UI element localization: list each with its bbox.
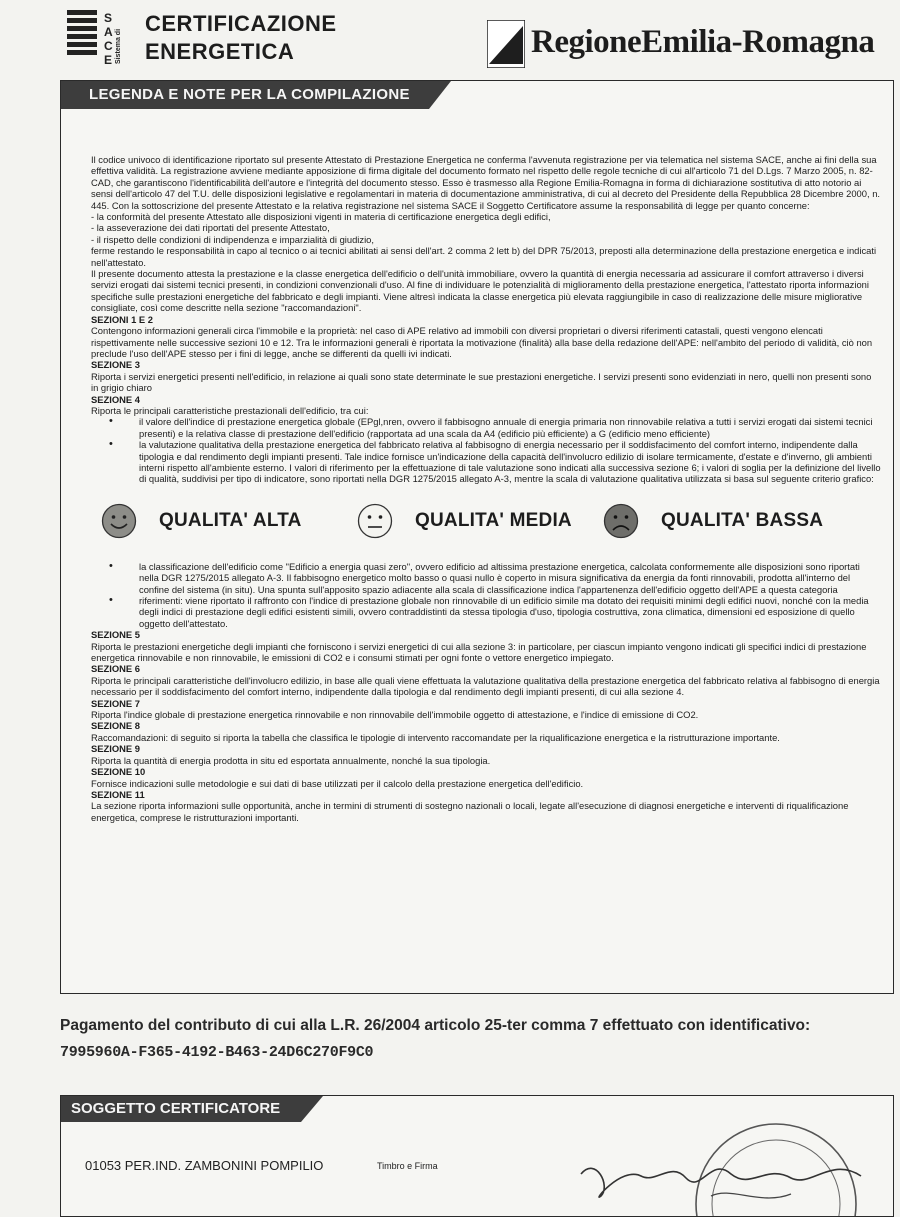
section-text: Riporta le principali caratteristiche prestazionali dell'edificio, tra cui: [91, 404, 369, 416]
section-text: Riporta i servizi energetici presenti nell'edificio, in relazione ai quali sono state determinate le sue prestazioni energetiche. I servizi presenti sono evidenziati in nero, quelli non presenti sono in grigio chiaro [91, 370, 872, 394]
section-title: SEZIONE 3 [91, 359, 140, 371]
svg-text:E: E [104, 53, 113, 66]
section-text: Riporta le prestazioni energetiche degli impianti che forniscono i servizi energetici di cui alla sezione 3: in particolare, per ciascun impianto vengono indicati gli specifici indici di prestazione energetica rinnovabile e non rinnovabile, le emissioni di CO2 e i consumi stimati per ogni fonte o vettore energetico impiegato. [91, 640, 867, 664]
section-text: Raccomandazioni: di seguito si riporta la tabella che classifica le tipologie di intervento raccomandate per la riqualificazione energetica e la ristrutturazione importante. [91, 731, 780, 743]
section-title: SEZIONE 6 [91, 663, 140, 675]
smiley-sad-icon [603, 503, 639, 539]
intro-list-item: - la asseverazione dei dati riportati del presente Attestato, [91, 222, 330, 234]
certifier-name: 01053 PER.IND. ZAMBONINI POMPILIO [85, 1158, 324, 1173]
quality-low [603, 503, 823, 539]
section-text: Riporta la quantità di energia prodotta in situ ed esportata annualmente, nonché la sua tipologia. [91, 754, 491, 766]
intro-list-item: - il rispetto delle condizioni di indipendenza e imparzialità di giudizio, [91, 233, 374, 245]
document-title [145, 10, 337, 66]
section-text: Riporta le principali caratteristiche dell'involucro edilizio, in base alle quali viene effettuata la valutazione qualitativa della prestazione energetica del fabbricato relativa al fabbisogno di energia necessario per il soddisfacimento del comfort interno, indipendente dalla tipologia e dal rendimento degli impianti presenti, di cui alla sezione 4. [91, 674, 880, 698]
svg-text:S: S [104, 11, 113, 25]
quality-high-label: QUALITA' ALTA [159, 510, 302, 532]
quality-low-label: QUALITA' BASSA [661, 510, 824, 532]
payment-identifier: 7995960A-F365-4192-B463-24D6C270F9C0 [60, 1044, 374, 1061]
title-line2: ENERGETICA [145, 39, 295, 64]
quality-medium [357, 503, 572, 539]
intro-list-item: - la conformità del presente Attestato alle disposizioni vigenti in materia di certificazione energetica degli edifici, [91, 211, 551, 223]
quality-high [101, 503, 302, 539]
section-text: La sezione riporta informazioni sulle opportunità, anche in termini di strumenti di sostegno nazionali o locali, legate all'esecuzione di diagnosi energetiche e interventi di riqualificazione energetica, comprese le ristrutturazioni importanti. [91, 800, 849, 823]
intro-paragraph: Il codice univoco di identificazione riportato sul presente Attestato di Prestazione Energetica ne conferma l'avvenuta registrazione per via telematica nel sistema SACE, anche ai fini della sua effettiva validità. La registrazione avviene mediante apposizione di firma digitale del documento formato nel rispetto delle regole tecniche di cui all'articolo 71 del D.Lgs. 7 Marzo 2005, n. 82-CAD, che garantiscono l'identificabilità dell'autore e l'integrità del documento stesso. Esso è trasmesso alla Regione Emilia-Romagna in forma di dichiarazione sostitutiva di atto notorio ai sensi dell'articolo 47 del T.U. delle disposizioni legislative e regolamentari in materia di documentazione amministrativa, di cui al decreto del Presidente della Repubblica 28 Dicembre 2000, n. 445. Con la sottoscrizione del presente Attestato e la relativa registrazione nel sistema SACE il Soggetto Certificatore assume la responsabilità di legge per quanto concerne: [91, 154, 881, 211]
section4-bullet: • riferimenti: viene riportato il raffronto con l'indice di prestazione globale non rinnovabile di un edificio simile ma dotato dei requisiti minimi degli edifici nuovi, nonché con la media degli indici di prestazione degli edifici esistenti simili, ovvero contraddistinti da stessa tipologia d'uso, tipologia costruttiva, zona climatica, dimensioni ed esposizione di quello oggetto dell'attestato. [91, 595, 881, 629]
section-text: Fornisce indicazioni sulle metodologie e sui dati di base utilizzati per il calcolo della prestazione energetica dell'edificio. [91, 777, 584, 789]
svg-text:Sistema di: Sistema di [115, 28, 122, 64]
sace-logo-bars [67, 10, 97, 58]
svg-text:A: A [104, 25, 113, 39]
legend-tab-title: LEGENDA E NOTE PER LA COMPILAZIONE [61, 81, 429, 109]
quality-scale [91, 495, 881, 555]
sace-logo [67, 10, 127, 66]
smiley-happy-icon [101, 503, 137, 539]
section4-bullet: • la valutazione qualitativa della prestazione energetica del fabbricato relativa al fabbisogno di energia necessario per il soddisfacimento del comfort interno, indipendente dalla tipologia e dal rendimento degli impianti presenti. Tale indice fornisce un'indicazione della capacità dell'involucro edilizio di isolare termicamente, d'estate e d'inverno, gli ambienti interni rispetto all'ambiente esterno. I valori di riferimento per la effettuazione di tale valutazione sono indicati alla successiva sezione 6; i valori di soglia per la definizione del livello di qualità, suddivisi per tipo di indicatore, sono riportati nella DGR 1275/2015 allegato A-3, mentre la scala di valutazione qualitativa utilizzata si basa sul seguente criterio grafico: [91, 439, 881, 485]
region-mark-icon [487, 20, 525, 68]
section-title: SEZIONE 7 [91, 697, 140, 709]
section-title: SEZIONE 11 [91, 788, 145, 800]
section4-bullet: • il valore dell'indice di prestazione energetica globale (EPgl,nren, ovvero il fabbisogno annuale di energia primaria non rinnovabile relativa a tutti i servizi erogati dai sistemi tecnici presenti) e la relativa classe di prestazione dell'edificio (rapportata ad una scala da A4 (edificio più efficiente) a G (edificio meno efficiente) [91, 416, 881, 439]
intro-close: ferme restando le responsabilità in capo al tecnico o ai tecnici abilitati ai sensi dell'art. 2 comma 2 lett b) del DPR 75/2013, preposti alla determinazione della prestazione energetica e indicati nell'attestato. [91, 245, 877, 268]
section-title: SEZIONI 1 E 2 [91, 313, 153, 325]
legend-section [60, 80, 894, 994]
section-text: Contengono informazioni generali circa l'immobile e la proprietà: nel caso di APE relativo ad immobili con diversi proprietari o diversi riferimenti catastali, questi vengono elencati rispettivamente nelle successive sezioni 10 e 12. Tra le informazioni generali è riportata la motivazione (finalità) alla base della redazione dell'APE: nell'ambito del periodo di validità, ciò non preclude l'uso dell'APE stesso per i fini di legge, anche se differenti da quelli ivi indicati. [91, 325, 873, 359]
section-title: SEZIONE 10 [91, 766, 146, 778]
purpose-paragraph: Il presente documento attesta la prestazione e la classe energetica dell'edificio o dell'unità immobiliare, ovvero la quantità di energia necessaria ad assicurare il comfort attraverso i diversi servizi erogati dai sistemi tecnici presenti, in condizioni convenzionali d'uso. Al fine di individuare le potenzialità di miglioramento della prestazione energetica, l'attestato riporta informazioni specifiche sulle prestazioni energetiche del fabbricato e degli impianti. Viene altresì indicata la classe energetica più elevata raggiungibile in caso di realizzazione delle misure migliorative consigliate, così come descritte nella sezione "raccomandazioni". [91, 268, 869, 314]
certifier-tab-title: SOGGETTO CERTIFICATORE [61, 1096, 301, 1122]
sace-logo-text [100, 10, 122, 66]
stamp-label: Timbro e Firma [377, 1161, 438, 1171]
title-line1: CERTIFICAZIONE [145, 11, 337, 36]
section4-bullet: • la classificazione dell'edificio come "Edificio a energia quasi zero", ovvero edificio ad altissima prestazione energetica, calcolata conformemente alle disposizioni sono riportati nella DGR 1275/2015 allegato A-3. Il fabbisogno energetico molto basso o quasi nullo è coperto in misura significativa da energia da fonti rinnovabili, prodotta all'interno del confine del sistema (in situ). Una spunta sull'apposito spazio adiacente alla scala di classificazione indica l'appartenenza dell'edificio oggetto dell'APE a questa categoria [91, 561, 881, 595]
signature-and-stamp [561, 1116, 900, 1216]
payment-text: Pagamento del contributo di cui alla L.R. 26/2004 articolo 25-ter comma 7 effettuato con identificativo: [60, 1017, 811, 1034]
section-text: Riporta l'indice globale di prestazione energetica rinnovabile e non rinnovabile dell'immobile oggetto di attestazione, e l'indice di emissione di CO2. [91, 709, 699, 721]
section-title: SEZIONE 5 [91, 629, 140, 641]
legend-body [91, 154, 881, 823]
section-title: SEZIONE 4 [91, 393, 140, 405]
section-title: SEZIONE 9 [91, 743, 140, 755]
smiley-neutral-icon [357, 503, 393, 539]
quality-medium-label: QUALITA' MEDIA [415, 510, 572, 532]
region-name: RegioneEmilia-Romagna [531, 24, 875, 60]
certifier-section [60, 1095, 894, 1217]
region-logo [487, 18, 890, 72]
svg-text:C: C [104, 39, 113, 53]
section-title: SEZIONE 8 [91, 720, 140, 732]
